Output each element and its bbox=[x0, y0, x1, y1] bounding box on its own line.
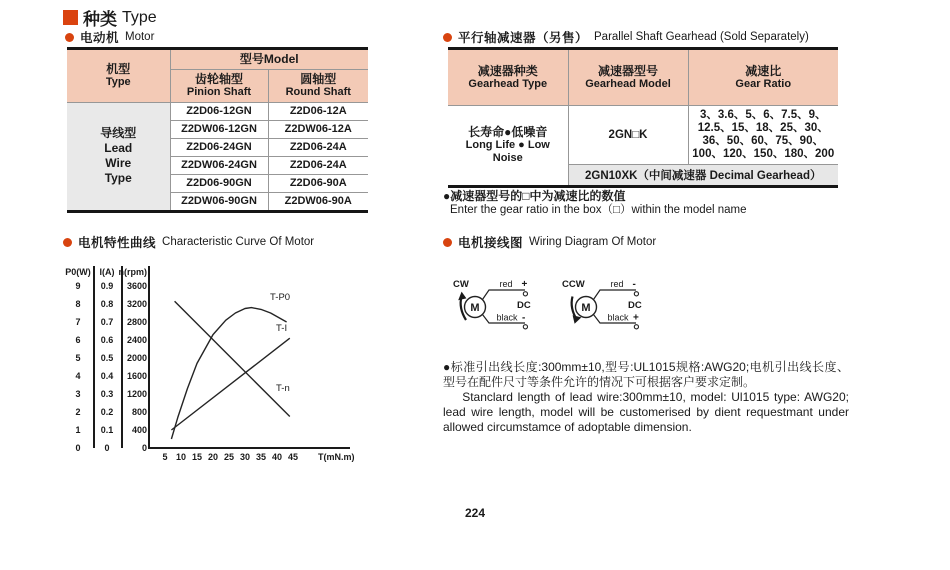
gearhead-note bbox=[443, 189, 747, 217]
y-tick-label: 0.6 bbox=[100, 335, 114, 345]
series-label: T-n bbox=[276, 383, 290, 394]
page-title bbox=[63, 5, 157, 30]
lead-wire-footnote bbox=[443, 360, 849, 435]
gearhead-table-wrap bbox=[448, 47, 838, 188]
series-line-T-P0 bbox=[171, 308, 286, 439]
section-curve-title bbox=[63, 233, 314, 251]
x-tick-label: 15 bbox=[191, 452, 203, 462]
series-line-T-n bbox=[175, 301, 290, 416]
header-zh: 机型 bbox=[106, 62, 131, 77]
model-cell: Z2DW06-90GN bbox=[170, 192, 268, 210]
model-cell: Z2D06-24A bbox=[268, 156, 368, 174]
x-tick-label: 5 bbox=[162, 452, 168, 462]
y-tick-label: 7 bbox=[75, 317, 81, 327]
gearhead-type-header bbox=[448, 50, 568, 105]
motor-col-pinion-header bbox=[170, 69, 268, 102]
ratio-line: 12.5、15、18、25、30、 bbox=[697, 121, 829, 134]
model-cell: Z2D06-24GN bbox=[170, 138, 268, 156]
y-tick-label: 0.1 bbox=[100, 425, 114, 435]
footnote-zh: ●标准引出线长度:300mm±10,型号:UL1015规格:AWG20;电机引出线长度、型号在配件尺寸等条件允许的情况下可根据客户要求定制。 bbox=[443, 360, 849, 389]
model-cell: Z2D06-12A bbox=[268, 102, 368, 120]
model-cell: Z2D06-12GN bbox=[170, 102, 268, 120]
gearhead-model-header bbox=[568, 50, 688, 105]
header-zh: 减速器型号 bbox=[597, 63, 658, 78]
ccw-label: CCW bbox=[562, 279, 585, 290]
y-tick-label: 0 bbox=[104, 443, 110, 453]
p0-axis-title: P0(W) bbox=[65, 267, 91, 277]
ratio-line: 36、50、60、75、90、 bbox=[702, 134, 824, 147]
plus-sign: + bbox=[521, 279, 528, 290]
type-line: 长寿命●低噪音 bbox=[468, 125, 548, 140]
y-tick-label: 2 bbox=[75, 407, 81, 417]
model-cell: Z2DW06-24GN bbox=[170, 156, 268, 174]
model-cell: Z2DW06-12A bbox=[268, 120, 368, 138]
y-tick-label: 3600 bbox=[126, 281, 147, 291]
gear-ratio-cell bbox=[688, 105, 838, 164]
x-tick-label: 25 bbox=[223, 452, 235, 462]
gearhead-table bbox=[448, 50, 838, 185]
y-tick-label: 5 bbox=[75, 353, 81, 363]
y-tick-label: 2400 bbox=[126, 335, 147, 345]
section-wiring-zh: 电机接线图 bbox=[458, 236, 524, 250]
characteristic-curve-chart bbox=[60, 260, 394, 472]
model-cell: Z2D06-90GN bbox=[170, 174, 268, 192]
wiring-diagrams bbox=[445, 274, 675, 344]
page-title-zh: 种类 bbox=[83, 10, 117, 29]
model-cell: Z2D06-24A bbox=[268, 138, 368, 156]
page-title-en: Type bbox=[122, 8, 157, 26]
section-gearhead-zh: 平行轴减速器（另售） bbox=[458, 31, 589, 45]
y-tick-label: 6 bbox=[75, 335, 81, 345]
gearhead-model-cell: 2GN□K bbox=[568, 105, 688, 164]
motor-col-type-header bbox=[67, 50, 170, 102]
y-tick-label: 1200 bbox=[126, 389, 147, 399]
red-wire-label: red bbox=[610, 279, 624, 289]
ratio-line: 3、3.6、5、6、7.5、9、 bbox=[699, 108, 827, 121]
section-curve-zh: 电机特性曲线 bbox=[78, 236, 157, 250]
terminal-icon bbox=[634, 325, 638, 329]
black-wire-label: black bbox=[607, 312, 629, 323]
x-tick-label: 20 bbox=[207, 452, 219, 462]
section-curve-en: Characteristic Curve Of Motor bbox=[162, 236, 315, 248]
series-label: T-I bbox=[276, 323, 288, 334]
ratio-line: 100、120、150、180、200 bbox=[692, 147, 835, 160]
x-tick-label: 45 bbox=[287, 452, 299, 462]
y-tick-label: 800 bbox=[131, 407, 147, 417]
cw-label: CW bbox=[453, 279, 469, 290]
terminal-icon bbox=[523, 292, 527, 296]
red-wire-label: red bbox=[499, 279, 513, 289]
wiring-diagram-cw bbox=[453, 279, 531, 329]
y-tick-label: 0.4 bbox=[100, 371, 114, 381]
gearhead-type-cell bbox=[448, 105, 568, 185]
red-wire bbox=[593, 290, 636, 300]
y-tick-label: 0.7 bbox=[100, 317, 114, 327]
gearhead-note-zh: ●减速器型号的□中为减速比的数值 bbox=[443, 189, 626, 203]
header-en: Round Shaft bbox=[285, 86, 351, 98]
motor-table bbox=[67, 50, 368, 210]
wiring-diagram-ccw bbox=[562, 279, 642, 329]
header-en: Gearhead Type bbox=[468, 77, 548, 90]
header-zh: 圆轴型 bbox=[300, 72, 337, 86]
table-row bbox=[67, 102, 368, 120]
type-line: Long Life ● Low bbox=[465, 139, 550, 152]
y-tick-label: 9 bbox=[75, 281, 81, 291]
model-cell: Z2DW06-12GN bbox=[170, 120, 268, 138]
y-tick-label: 2000 bbox=[126, 353, 147, 363]
speed-axis-title: n(rpm) bbox=[118, 267, 147, 277]
red-wire bbox=[482, 290, 525, 300]
y-tick-label: 0.8 bbox=[100, 299, 114, 309]
bullet-icon bbox=[63, 238, 72, 247]
dc-label: DC bbox=[628, 300, 642, 311]
section-wiring-en: Wiring Diagram Of Motor bbox=[529, 236, 657, 248]
group-line: Wire bbox=[105, 156, 132, 171]
section-wiring-title bbox=[443, 233, 656, 251]
y-tick-label: 4 bbox=[75, 371, 81, 381]
table-row bbox=[448, 105, 838, 164]
x-tick-label: 40 bbox=[271, 452, 283, 462]
section-square-icon bbox=[63, 10, 78, 25]
terminal-icon bbox=[634, 292, 638, 296]
decimal-gearhead-cell: 2GN10XK（中间减速器 Decimal Gearhead） bbox=[568, 164, 838, 185]
bullet-icon bbox=[65, 33, 74, 42]
motor-col-round-header bbox=[268, 69, 368, 102]
black-wire-label: black bbox=[496, 312, 518, 323]
section-motor-en: Motor bbox=[125, 31, 155, 43]
plus-sign: + bbox=[633, 312, 639, 324]
header-zh: 齿轮轴型 bbox=[194, 72, 243, 86]
header-en: Gearhead Model bbox=[585, 77, 671, 90]
y-tick-label: 8 bbox=[75, 299, 81, 309]
header-zh: 减速器种类 bbox=[477, 63, 538, 78]
y-tick-label: 2800 bbox=[126, 317, 147, 327]
y-tick-label: 1600 bbox=[126, 371, 147, 381]
motor-letter: M bbox=[581, 302, 591, 314]
dc-label: DC bbox=[517, 300, 531, 311]
terminal-icon bbox=[523, 325, 527, 329]
y-tick-label: 3 bbox=[75, 389, 81, 399]
bullet-icon bbox=[443, 33, 452, 42]
minus-sign: - bbox=[522, 312, 526, 324]
minus-sign: - bbox=[632, 279, 636, 290]
y-tick-label: 0.3 bbox=[100, 389, 114, 399]
section-gearhead-title bbox=[443, 28, 809, 46]
motor-table-wrap bbox=[67, 47, 368, 213]
gear-ratio-header bbox=[688, 50, 838, 105]
header-en: Type bbox=[105, 76, 131, 89]
group-line: Type bbox=[104, 171, 132, 186]
x-tick-label: 35 bbox=[255, 452, 267, 462]
y-tick-label: 3200 bbox=[126, 299, 147, 309]
y-tick-label: 0.9 bbox=[100, 281, 114, 291]
group-line: Lead bbox=[104, 141, 133, 156]
group-line: 导线型 bbox=[100, 126, 137, 141]
y-tick-label: 400 bbox=[131, 425, 147, 435]
model-cell: Z2DW06-90A bbox=[268, 192, 368, 210]
section-gearhead-en: Parallel Shaft Gearhead (Sold Separately) bbox=[594, 31, 809, 43]
current-axis-title: I(A) bbox=[99, 267, 115, 277]
gearhead-note-en: Enter the gear ratio in the box（□）within the model name bbox=[450, 204, 747, 216]
header-en: Pinion Shaft bbox=[186, 86, 252, 98]
y-tick-label: 0.5 bbox=[100, 353, 114, 363]
page-number: 224 bbox=[464, 506, 486, 520]
y-tick-label: 0.2 bbox=[100, 407, 114, 417]
section-motor-title bbox=[65, 28, 154, 46]
footnote-en: Stanclard length of lead wire:300mm±10, model: Ul1015 type: AWG20; lead wire length, model will be customerised by dient requestmant under allowed circumstamce of adoptable dimension. bbox=[443, 390, 849, 434]
motor-group-cell bbox=[67, 102, 170, 210]
x-tick-label: 30 bbox=[239, 452, 251, 462]
type-line: Noise bbox=[492, 152, 523, 165]
model-cell: Z2D06-90A bbox=[268, 174, 368, 192]
bullet-icon bbox=[443, 238, 452, 247]
motor-letter: M bbox=[470, 302, 480, 314]
header-en: Gear Ratio bbox=[735, 77, 792, 90]
x-axis-unit-label: T(mN.m) bbox=[318, 452, 355, 462]
x-tick-label: 10 bbox=[175, 452, 187, 462]
y-tick-label: 0 bbox=[75, 443, 81, 453]
y-tick-label: 0 bbox=[141, 443, 147, 453]
section-motor-zh: 电动机 bbox=[80, 31, 120, 45]
series-label: T-P0 bbox=[270, 292, 291, 303]
rotation-arrowhead-icon bbox=[458, 292, 466, 301]
header-zh: 减速比 bbox=[745, 63, 782, 78]
motor-col-model-header: 型号Model bbox=[170, 50, 368, 69]
y-tick-label: 1 bbox=[75, 425, 81, 435]
